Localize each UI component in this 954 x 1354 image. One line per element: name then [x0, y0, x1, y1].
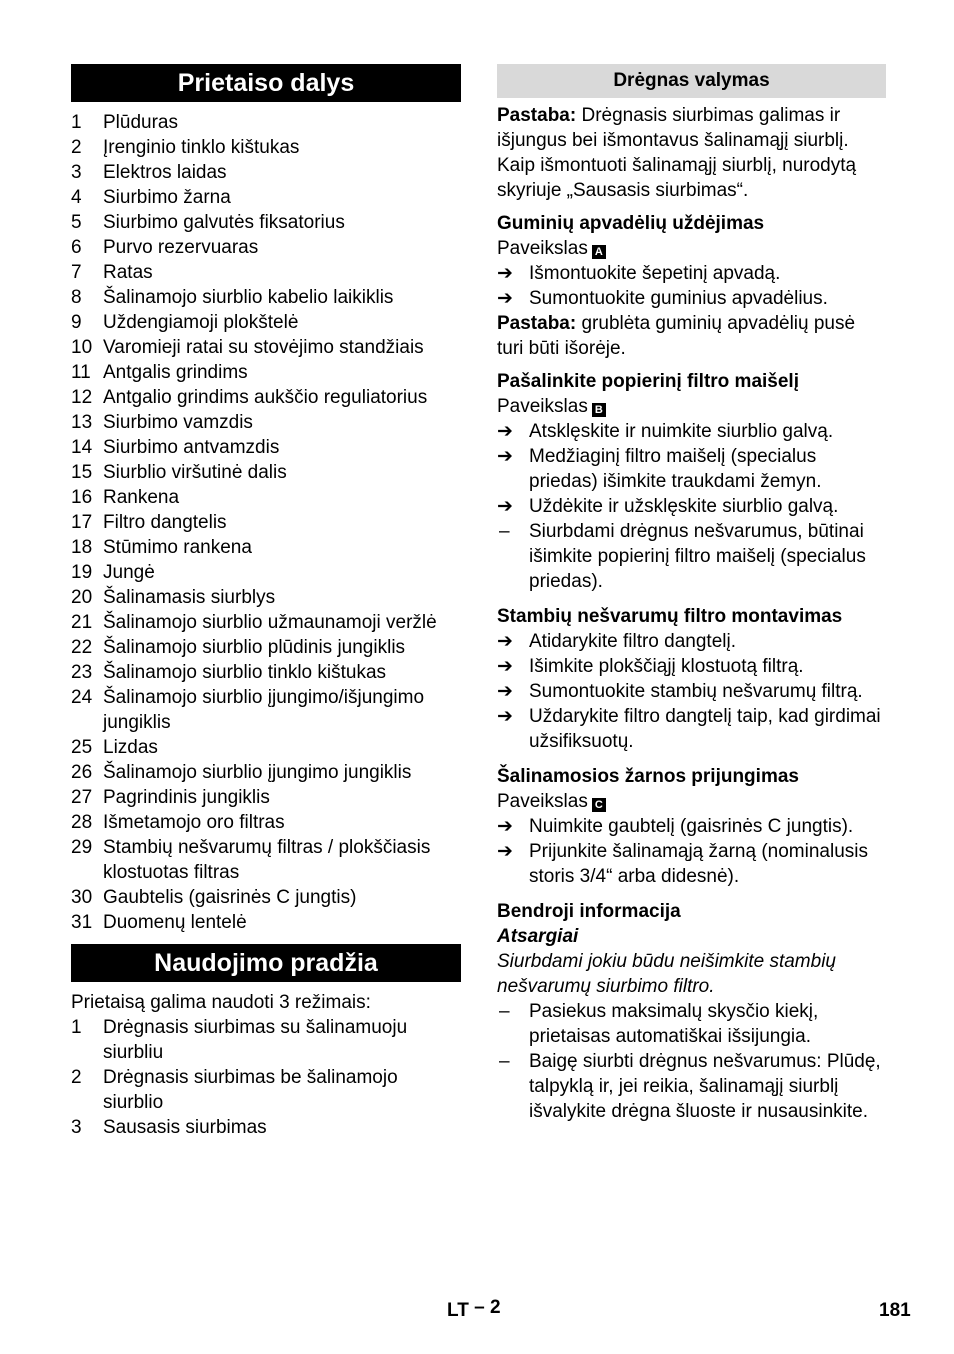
- item-text: Drėgnasis siurbimas be šalinamojo siurblio: [103, 1067, 398, 1113]
- list-item: [71, 135, 461, 160]
- item-text: Šalinamojo siurblio plūdinis jungiklis: [103, 637, 406, 658]
- figure-ref-c: [497, 789, 886, 814]
- item-number: 27: [71, 787, 93, 808]
- section-title-drain-hose: Šalinamosios žarnos prijungimas: [497, 766, 799, 787]
- item-number: 23: [71, 662, 93, 683]
- item-text: Siurbimo antvamzdis: [103, 437, 280, 458]
- step-text: Sumontuokite guminius apvadėlius.: [529, 288, 828, 309]
- item-text: Šalinamojo siurblio įjungimo jungiklis: [103, 762, 412, 783]
- item-number: 16: [71, 487, 93, 508]
- item-text: Varomieji ratai su stovėjimo standžiais: [103, 337, 424, 358]
- step-text: Baigę siurbti drėgnus nešvarumus: Plūdę, talpyklą ir, jei reikia, šalinamąjį siurblį išvalykite drėgna šluoste ir nusausinkite.: [529, 1051, 881, 1122]
- list-item: [71, 585, 461, 610]
- dash-item: [497, 519, 886, 594]
- item-number: 15: [71, 462, 93, 483]
- dash-glyph: –: [499, 521, 510, 542]
- list-item: [71, 160, 461, 185]
- item-number: 7: [71, 262, 82, 283]
- step-item: [497, 654, 886, 679]
- heading-wet-cleaning: Drėgnas valymas: [497, 64, 886, 98]
- language-code: LT: [447, 1300, 469, 1321]
- arrow-icon: ➔: [497, 263, 513, 284]
- parts-list: [71, 110, 461, 935]
- note-label: Pastaba:: [497, 313, 577, 334]
- arrow-icon: ➔: [497, 631, 513, 652]
- item-text: Antgalis grindims: [103, 362, 248, 383]
- item-number: 2: [71, 1067, 82, 1088]
- step-item: [497, 261, 886, 286]
- figure-word: Paveikslas: [497, 396, 588, 417]
- item-number: 14: [71, 437, 93, 458]
- figure-word: Paveikslas: [497, 791, 588, 812]
- arrow-icon: ➔: [497, 841, 513, 862]
- list-item: [71, 685, 461, 735]
- item-text: Purvo rezervuaras: [103, 237, 259, 258]
- left-column: [71, 64, 461, 1140]
- page-number: 181: [879, 1300, 911, 1321]
- list-item: [71, 110, 461, 135]
- step-item: [497, 419, 886, 444]
- item-number: 5: [71, 212, 82, 233]
- list-item: [71, 185, 461, 210]
- dash-glyph: –: [499, 1051, 510, 1072]
- step-item: [497, 629, 886, 654]
- step-text: Išimkite plokščiąjį klostuotą filtrą.: [529, 656, 804, 677]
- step-text: Prijunkite šalinamąją žarną (nominalusis storis 3/4“ arba didesnė).: [529, 841, 868, 887]
- arrow-icon: ➔: [497, 446, 513, 467]
- list-item: [71, 810, 461, 835]
- list-item: [71, 435, 461, 460]
- step-item: [497, 679, 886, 704]
- item-number: 4: [71, 187, 82, 208]
- step-text: Atsklęskite ir nuimkite siurblio galvą.: [529, 421, 834, 442]
- dash-item: [497, 999, 886, 1049]
- item-text: Siurbimo vamzdis: [103, 412, 253, 433]
- list-item: [71, 760, 461, 785]
- item-number: 18: [71, 537, 93, 558]
- item-text: Stambių nešvarumų filtras / plokščiasis klostuotas filtras: [103, 837, 431, 883]
- item-text: Gaubtelis (gaisrinės C jungtis): [103, 887, 357, 908]
- section-title-general-info: Bendroji informacija: [497, 901, 681, 922]
- item-number: 2: [71, 137, 82, 158]
- list-item: [71, 360, 461, 385]
- item-text: Šalinamojo siurblio užmaunamoji veržlė: [103, 612, 437, 633]
- list-item: [71, 660, 461, 685]
- heading-device-parts: Prietaiso dalys: [71, 64, 461, 102]
- item-number: 13: [71, 412, 93, 433]
- list-item: [71, 1065, 461, 1115]
- modes-list: [71, 1015, 461, 1140]
- caution-label: Atsargiai: [497, 926, 579, 947]
- item-text: Ratas: [103, 262, 153, 283]
- figure-badge-b: B: [592, 403, 606, 417]
- arrow-icon: ➔: [497, 496, 513, 517]
- list-item: [71, 210, 461, 235]
- list-item: [71, 1015, 461, 1065]
- list-item: [71, 410, 461, 435]
- item-text: Antgalio grindims aukščio reguliatorius: [103, 387, 428, 408]
- list-item: [71, 285, 461, 310]
- item-text: Rankena: [103, 487, 180, 508]
- rubber-lips-steps: [497, 261, 886, 311]
- item-number: 11: [71, 362, 91, 383]
- step-item: [497, 839, 886, 889]
- step-text: Uždėkite ir užsklęskite siurblio galvą.: [529, 496, 839, 517]
- list-item: [71, 260, 461, 285]
- item-number: 6: [71, 237, 82, 258]
- list-item: [71, 485, 461, 510]
- step-text: Uždarykite filtro dangtelį taip, kad girdimai užsifiksuotų.: [529, 706, 881, 752]
- item-number: 9: [71, 312, 82, 333]
- figure-ref-b: [497, 394, 886, 419]
- item-number: 19: [71, 562, 93, 583]
- figure-badge-a: A: [592, 245, 606, 259]
- item-text: Šalinamojo siurblio įjungimo/išjungimo jungiklis: [103, 687, 425, 733]
- coarse-filter-steps: [497, 629, 886, 754]
- item-number: 21: [71, 612, 93, 633]
- item-text: Pagrindinis jungiklis: [103, 787, 270, 808]
- item-text: Išmetamojo oro filtras: [103, 812, 285, 833]
- step-item: [497, 494, 886, 519]
- drain-hose-steps: [497, 814, 886, 889]
- section-title-coarse-filter: Stambių nešvarumų filtro montavimas: [497, 606, 843, 627]
- dash-item: [497, 1049, 886, 1124]
- filter-bag-steps: [497, 419, 886, 519]
- item-number: 12: [71, 387, 93, 408]
- dash-text: Siurbdami drėgnus nešvarumus, būtinai išimkite popierinį filtro maišelį (specialus priedas).: [529, 521, 866, 592]
- item-text: Filtro dangtelis: [103, 512, 227, 533]
- item-text: Elektros laidas: [103, 162, 227, 183]
- general-info-list: [497, 999, 886, 1124]
- list-item: [71, 910, 461, 935]
- item-text: Jungė: [103, 562, 155, 583]
- note-text: grublėta guminių apvadėlių pusė turi būti išorėje.: [497, 313, 856, 359]
- item-text: Stūmimo rankena: [103, 537, 252, 558]
- item-number: 3: [71, 1117, 82, 1138]
- figure-badge-c: C: [592, 798, 606, 812]
- item-text: Duomenų lentelė: [103, 912, 247, 933]
- list-item: [71, 535, 461, 560]
- item-text: Drėgnasis siurbimas su šalinamuoju siurbliu: [103, 1017, 408, 1063]
- list-item: [71, 335, 461, 360]
- item-text: Įrenginio tinklo kištukas: [103, 137, 300, 158]
- item-number: 1: [71, 112, 82, 133]
- list-item: [71, 1115, 461, 1140]
- list-item: [71, 385, 461, 410]
- list-item: [71, 785, 461, 810]
- step-text: Atidarykite filtro dangtelį.: [529, 631, 736, 652]
- item-number: 30: [71, 887, 93, 908]
- item-number: 1: [71, 1017, 82, 1038]
- item-number: 17: [71, 512, 93, 533]
- item-number: 26: [71, 762, 93, 783]
- section-title-remove-filter-bag: Pašalinkite popierinį filtro maišelį: [497, 371, 799, 392]
- figure-word: Paveikslas: [497, 238, 588, 259]
- item-number: 28: [71, 812, 93, 833]
- list-item: [71, 560, 461, 585]
- arrow-icon: ➔: [497, 816, 513, 837]
- figure-ref-a: [497, 236, 886, 261]
- step-item: [497, 444, 886, 494]
- item-text: Plūduras: [103, 112, 178, 133]
- modes-intro: Prietaisą galima naudoti 3 režimais:: [71, 992, 371, 1013]
- list-item: [71, 510, 461, 535]
- item-text: Uždengiamoji plokštelė: [103, 312, 299, 333]
- right-column: [497, 64, 886, 1124]
- item-number: 3: [71, 162, 82, 183]
- step-item: [497, 286, 886, 311]
- dash-glyph: –: [499, 1001, 510, 1022]
- step-text: Nuimkite gaubtelį (gaisrinės C jungtis).: [529, 816, 854, 837]
- arrow-icon: ➔: [497, 681, 513, 702]
- arrow-icon: ➔: [497, 421, 513, 442]
- item-text: Šalinamasis siurblys: [103, 587, 276, 608]
- step-text: Išmontuokite šepetinį apvadą.: [529, 263, 781, 284]
- item-text: Šalinamojo siurblio kabelio laikiklis: [103, 287, 394, 308]
- arrow-icon: ➔: [497, 656, 513, 677]
- step-item: [497, 814, 886, 839]
- note-label: Pastaba:: [497, 105, 577, 126]
- item-text: Šalinamojo siurblio tinklo kištukas: [103, 662, 387, 683]
- list-item: [71, 635, 461, 660]
- section-number: – 2: [474, 1297, 501, 1318]
- item-text: Sausasis siurbimas: [103, 1117, 267, 1138]
- footer-language: [447, 1298, 501, 1323]
- step-item: [497, 704, 886, 754]
- item-number: 20: [71, 587, 93, 608]
- arrow-icon: ➔: [497, 288, 513, 309]
- item-number: 10: [71, 337, 93, 358]
- item-number: 22: [71, 637, 93, 658]
- item-text: Siurbimo galvutės fiksatorius: [103, 212, 345, 233]
- item-number: 8: [71, 287, 82, 308]
- list-item: [71, 610, 461, 635]
- item-number: 25: [71, 737, 93, 758]
- list-item: [71, 235, 461, 260]
- item-number: 24: [71, 687, 93, 708]
- note-wet-suction: [497, 103, 886, 203]
- heading-start-up: Naudojimo pradžia: [71, 944, 461, 982]
- item-text: Siurblio viršutinė dalis: [103, 462, 287, 483]
- caution-text: Siurbdami jokiu būdu neišimkite stambių nešvarumų siurbimo filtro.: [497, 951, 836, 997]
- item-number: 31: [71, 912, 93, 933]
- step-text: Pasiekus maksimalų skysčio kiekį, prietaisas automatiškai išsijungia.: [529, 1001, 819, 1047]
- item-text: Lizdas: [103, 737, 158, 758]
- step-text: Sumontuokite stambių nešvarumų filtrą.: [529, 681, 863, 702]
- note-rubber-side: [497, 311, 886, 361]
- list-item: [71, 835, 461, 885]
- step-text: Medžiaginį filtro maišelį (specialus priedas) išimkite traukdami žemyn.: [529, 446, 822, 492]
- list-item: [71, 460, 461, 485]
- section-title-rubber-lips: Guminių apvadėlių uždėjimas: [497, 213, 765, 234]
- list-item: [71, 885, 461, 910]
- list-item: [71, 310, 461, 335]
- item-number: 29: [71, 837, 93, 858]
- arrow-icon: ➔: [497, 706, 513, 727]
- list-item: [71, 735, 461, 760]
- note-text: Drėgnasis siurbimas galimas ir išjungus bei išmontavus šalinamąjį siurblį. Kaip išmontuoti šalinamąjį siurblį, nurodytą skyriuje „Sausasis siurbimas“.: [497, 105, 857, 201]
- item-text: Siurbimo žarna: [103, 187, 231, 208]
